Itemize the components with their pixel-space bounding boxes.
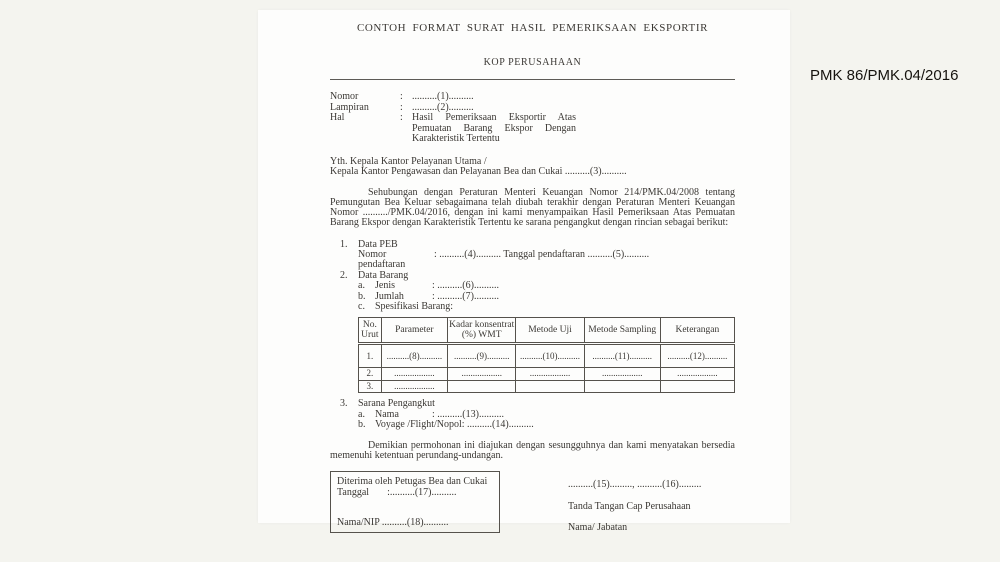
col-header-no-urut: No. Urut (359, 318, 382, 344)
recipient-line: Kepala Kantor Pengawasan dan Pelayanan Bea dan Cukai ..........(3).......... (330, 166, 627, 177)
list-item-sarana-pengangkut (340, 399, 735, 430)
table-row (359, 344, 735, 368)
cell: 2. (359, 368, 382, 381)
col-header-metode-sampling: Metode Sampling (584, 318, 660, 344)
sub-item-voyage (358, 420, 735, 430)
item-title: Sarana Pengangkut (358, 398, 435, 410)
numbered-list (330, 240, 735, 313)
letterhead: KOP PERUSAHAAN (483, 57, 582, 68)
sub-letter: c. (358, 300, 365, 312)
signature-block (568, 471, 701, 533)
receipt-tanggal-row (337, 487, 493, 498)
table-row (359, 380, 735, 393)
sub-value: : ..........(13).......... (432, 408, 504, 420)
item-body (358, 240, 735, 271)
col-header-keterangan: Keterangan (660, 318, 734, 344)
numbered-list-continued (330, 399, 735, 430)
list-item-data-barang (340, 271, 735, 313)
signature-stamp-line: Tanda Tangan Cap Perusahaan (568, 500, 691, 512)
peb-value: : ..........(4).......... Tanggal pendaftaran ..........(5).......... (434, 248, 650, 260)
meta-value: Hasil Pemeriksaan Eksportir Atas Pemuatan Barang Ekspor Dengan Karakteristik Tertentu (412, 112, 576, 144)
receipt-title: Diterima oleh Petugas Bea dan Cukai (337, 475, 488, 487)
sub-letter: b. (358, 290, 366, 302)
peb-row (358, 250, 735, 271)
cell: .................. (381, 368, 447, 381)
sub-label: Voyage /Flight/Nopol (375, 419, 462, 431)
sub-value: : ..........(14).......... (461, 419, 534, 431)
item-title: Data PEB (358, 238, 398, 250)
meta-label: Lampiran (330, 101, 369, 113)
recipient-block (330, 157, 735, 178)
bottom-section (330, 471, 735, 533)
item-body (358, 271, 735, 313)
sub-item-spesifikasi (358, 302, 735, 312)
sub-label: Jenis (375, 280, 395, 292)
document-title: CONTOH FORMAT SURAT HASIL PEMERIKSAAN EKSPORTIR (356, 22, 709, 34)
tanggal-value: :..........(17).......... (387, 486, 457, 498)
item-title: Data Barang (358, 269, 409, 281)
signature-place-date: ..........(15)........., ..........(16)......... (568, 478, 702, 490)
spec-table (358, 317, 735, 393)
opening-paragraph: Sehubungan dengan Peraturan Menteri Keuangan Nomor 214/PMK.04/2008 tentang Pemungutan Bea Keluar sebagaimana telah diubah terakhir dengan Peraturan Menteri Keuangan Nomor ........../PMK.04/2016, dengan ini kami menyampaikan Hasil Pemeriksaan Atas Pemuatan Barang Ekspor dengan Karakteristik Tertentu ke sarana pengangkut dengan rincian sebagai berikut: (330, 186, 735, 228)
sub-value: : ..........(7).......... (432, 290, 499, 302)
table-row (359, 368, 735, 381)
cell: .................. (660, 368, 734, 381)
sub-letter: a. (358, 408, 365, 420)
tanggal-label: Tanggal (337, 486, 370, 498)
col-header-parameter: Parameter (381, 318, 447, 344)
cell: .................. (584, 368, 660, 381)
meta-row-hal (330, 113, 735, 145)
signature-name-title: Nama/ Jabatan (568, 521, 628, 533)
meta-value: ..........(2).......... (412, 101, 474, 113)
sub-letter: a. (358, 280, 365, 292)
spec-table-head (359, 318, 735, 344)
document-page (258, 10, 790, 533)
recipient-line: Yth. Kepala Kantor Pelayanan Utama / (330, 155, 487, 167)
cell: ..........(8).......... (381, 344, 447, 368)
meta-value: ..........(1).......... (412, 91, 474, 102)
cell: 1. (359, 344, 382, 368)
letterhead-rule (330, 79, 735, 80)
item-number: 1. (340, 238, 348, 250)
meta-colon: : (400, 101, 403, 113)
cell (516, 380, 584, 393)
item-number: 3. (340, 398, 348, 410)
customs-receipt-box (330, 471, 500, 533)
pmk-reference-label: PMK 86/PMK.04/2016 (810, 67, 959, 84)
sub-label: Jumlah (375, 290, 404, 302)
cell: ..........(9).......... (448, 344, 516, 368)
meta-colon: : (400, 91, 403, 102)
sub-label: Spesifikasi Barang (375, 300, 451, 312)
cell (584, 380, 660, 393)
peb-label: Nomor pendaftaran (358, 248, 406, 271)
col-header-kadar: Kadar konsentrat (%) WMT (448, 318, 516, 344)
sub-letter: b. (358, 419, 366, 431)
meta-colon: : (400, 112, 403, 123)
cell: .................. (381, 380, 447, 393)
letter-meta (330, 92, 735, 145)
meta-row-nomor (330, 92, 735, 103)
spec-table-body (359, 344, 735, 393)
cell (448, 380, 516, 393)
closing-paragraph: Demikian permohonan ini diajukan dengan sesungguhnya dan kami menyatakan bersedia memenuhi ketentuan perundang-undangan. (330, 439, 735, 461)
list-item-data-peb (340, 240, 735, 271)
sub-value: : (450, 300, 454, 312)
cell: 3. (359, 380, 382, 393)
item-body (358, 399, 735, 430)
item-number: 2. (340, 269, 348, 281)
meta-label: Nomor (330, 91, 359, 102)
meta-label: Hal (330, 112, 345, 123)
cell: ..........(10).......... (516, 344, 584, 368)
receipt-nama-nip: Nama/NIP ..........(18).......... (337, 516, 449, 528)
sub-value: : ..........(6).......... (432, 280, 499, 292)
cell: .................. (516, 368, 584, 381)
cell (660, 380, 734, 393)
sub-item-jenis (358, 281, 735, 291)
cell: .................. (448, 368, 516, 381)
cell: ..........(12).......... (660, 344, 734, 368)
cell: ..........(11).......... (584, 344, 660, 368)
col-header-metode-uji: Metode Uji (516, 318, 584, 344)
sub-label: Nama (375, 408, 399, 420)
